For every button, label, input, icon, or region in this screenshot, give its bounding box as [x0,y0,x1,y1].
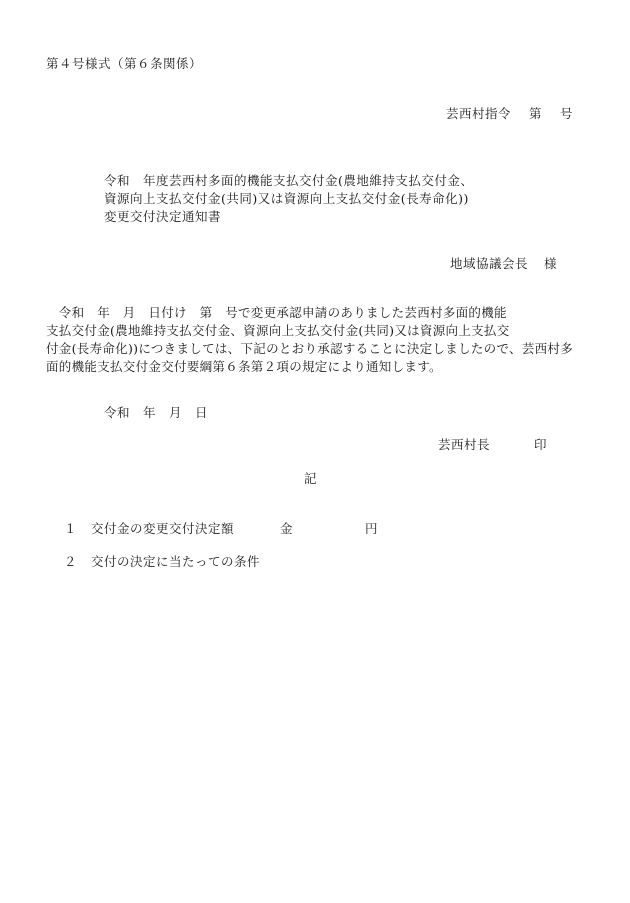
body-line: 令和 年 月 日付け 第 号で変更承認申請のありました芸西村多面的機能 [46,305,507,320]
doc-number-prefix: 芸西村指令 [446,106,512,121]
addressee-honorific: 様 [544,256,558,271]
addressee-name: 地域協議会長 [450,256,529,271]
issuer-name: 芸西村長 [438,437,491,452]
item-label: 交付金の変更交付決定額 [91,521,235,536]
date-line: 令和 年 月 日 [104,405,209,420]
item-number: ２ [64,554,78,569]
ki-heading: 記 [304,471,318,486]
item-label: 交付の決定に当たっての条件 [91,554,261,569]
item-grant-amount [64,520,378,538]
title-line: 令和 年度芸西村多面的機能支払交付金(農地維持支払交付金、 [104,173,474,188]
kin-label: 金 [280,521,294,536]
item-conditions [64,553,260,571]
title-line: 変更交付決定通知書 [104,209,222,224]
doc-number-dai: 第 [529,106,543,121]
title-line: 資源向上支払交付金(共同)又は資源向上支払交付金(長寿命化)) [104,191,469,206]
document-number [446,105,573,123]
item-number: １ [64,521,78,536]
addressee [450,255,557,273]
document-title [104,172,473,226]
issuer [438,436,547,454]
body-line: 付金(長寿命化))につきましては、下記のとおり承認することに決定しましたので、芸西村多 [46,341,574,356]
yen-label: 円 [365,521,379,536]
form-number: 第４号様式（第６条関係） [46,56,203,71]
seal-mark: 印 [534,437,548,452]
body-line: 面的機能支払交付金交付要綱第６条第２項の規定により通知します。 [46,359,442,374]
doc-number-go: 号 [560,106,574,121]
body-text [46,304,586,376]
body-line: 支払交付金(農地維持支払交付金、資源向上支払交付金(共同)又は資源向上支払交 [46,323,510,338]
